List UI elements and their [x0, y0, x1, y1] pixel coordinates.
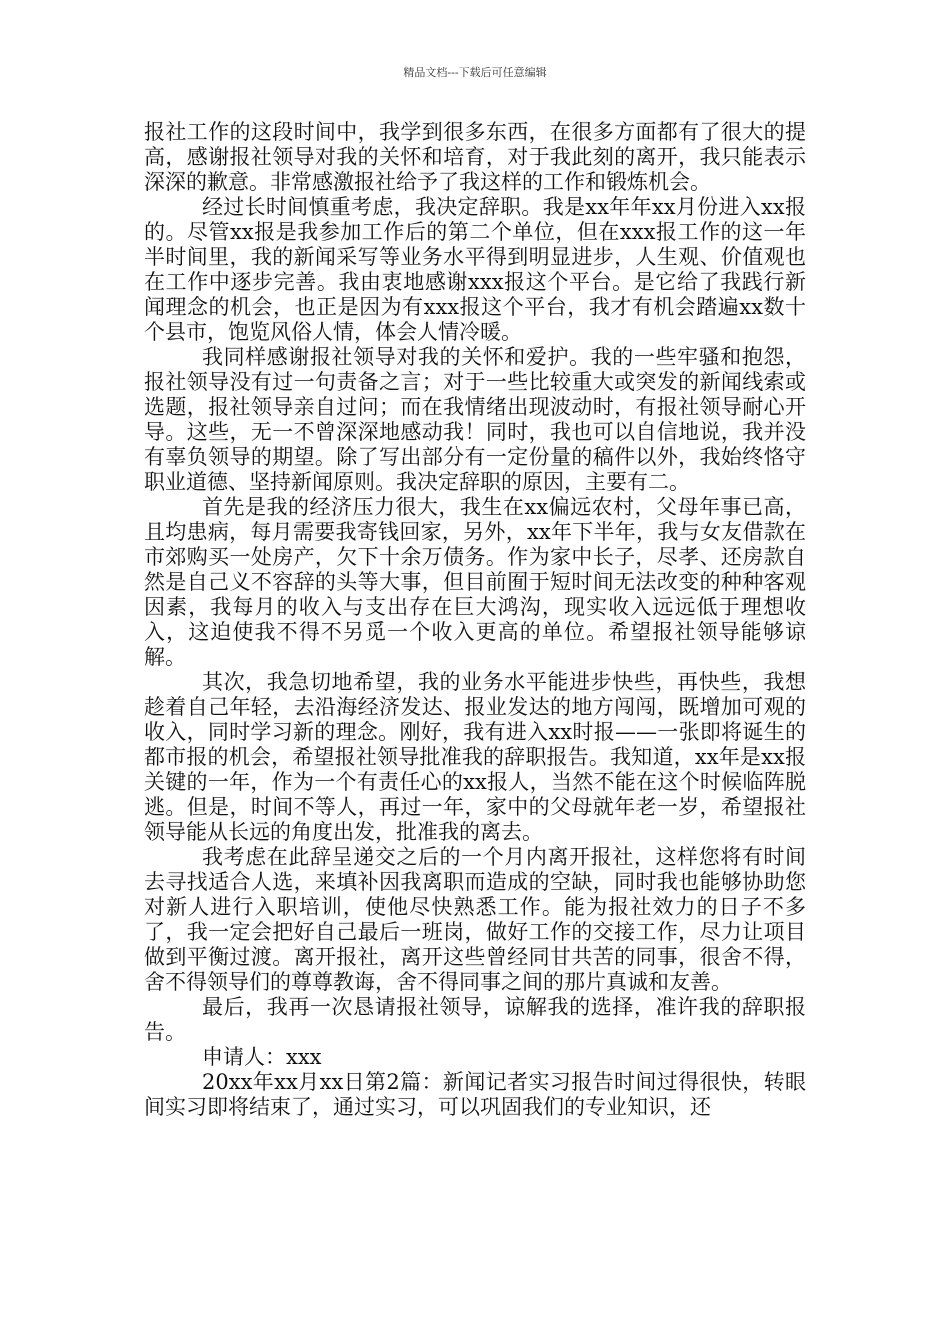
paragraph-1: 报社工作的这段时间中，我学到很多东西，在很多方面都有了很大的提高，感谢报社领导对我的关怀和培育，对于我此刻的离开，我只能表示深深的歉意。非常感激报社给予了我这样的工作和锻炼机会。 [144, 120, 806, 194]
page-header: 精品文档---下载后可任意编辑 [403, 66, 547, 79]
paragraph-3: 我同样感谢报社领导对我的关怀和爱护。我的一些牢骚和抱怨，报社领导没有过一句责备之言；对于一些比较重大或突发的新闻线索或选题，报社领导亲自过问；而在我情绪出现波动时，有报社领导耐心开导。这些，无一不曾深深地感动我！同时，我也可以自信地说，我并没有辜负领导的期望。除了写出部分有一定份量的稿件以外，我始终恪守职业道德、坚持新闻原则。我决定辞职的原因，主要有二。 [144, 345, 806, 494]
document-body [144, 120, 806, 1120]
applicant-line: 申请人：xxx [202, 1045, 322, 1069]
paragraph-4: 首先是我的经济压力很大，我生在xx偏远农村，父母年事已高，且均患病，每月需要我寄钱回家，另外，xx年下半年，我与女友借款在市郊购买一处房产，欠下十余万债务。作为家中长子，尽孝、还房款自然是自己义不容辞的头等大事，但目前囿于短时间无法改变的种种客观因素，我每月的收入与支出存在巨大鸿沟，现实收入远远低于理想收入，这迫使我不得不另觅一个收入更高的单位。希望报社领导能够谅解。 [144, 495, 806, 669]
paragraph-2: 经过长时间慎重考虑，我决定辞职。我是xx年年xx月份进入xx报的。尽管xx报是我参加工作后的第二个单位，但在xxx报工作的这一年半时间里，我的新闻采写等业务水平得到明显进步，人生观、价值观也在工作中逐步完善。我由衷地感谢xxx报这个平台。是它给了我践行新闻理念的机会，也正是因为有xxx报这个平台，我才有机会踏遍xx数十个县市，饱览风俗人情，体会人情冷暖。 [144, 195, 806, 344]
paragraph-6: 我考虑在此辞呈递交之后的一个月内离开报社，这样您将有时间去寻找适合人选，来填补因我离职而造成的空缺，同时我也能够协助您对新人进行入职培训，使他尽快熟悉工作。能为报社效力的日子不多了，我一定会把好自己最后一班岗，做好工作的交接工作，尽力让项目做到平衡过渡。离开报社，离开这些曾经同甘共苦的同事，很舍不得，舍不得领导们的尊尊教诲，舍不得同事之间的那片真诚和友善。 [144, 845, 806, 994]
paragraph-9: 20xx年xx月xx日第2篇：新闻记者实习报告时间过得很快，转眼间实习即将结束了，通过实习，可以巩固我们的专业知识，还 [144, 1070, 806, 1119]
paragraph-5: 其次，我急切地希望，我的业务水平能进步快些，再快些，我想趁着自己年轻，去沿海经济发达、报业发达的地方闯闯，既增加可观的收入，同时学习新的理念。刚好，我有进入xx时报——一张即将诞生的都市报的机会，希望报社领导批准我的辞职报告。我知道，xx年是xx报关键的一年，作为一个有责任心的xx报人，当然不能在这个时候临阵脱逃。但是，时间不等人，再过一年，家中的父母就年老一岁，希望报社领导能从长远的角度出发，批准我的离去。 [144, 670, 806, 844]
paragraph-7: 最后，我再一次恳请报社领导，谅解我的选择，准许我的辞职报告。 [144, 995, 806, 1044]
